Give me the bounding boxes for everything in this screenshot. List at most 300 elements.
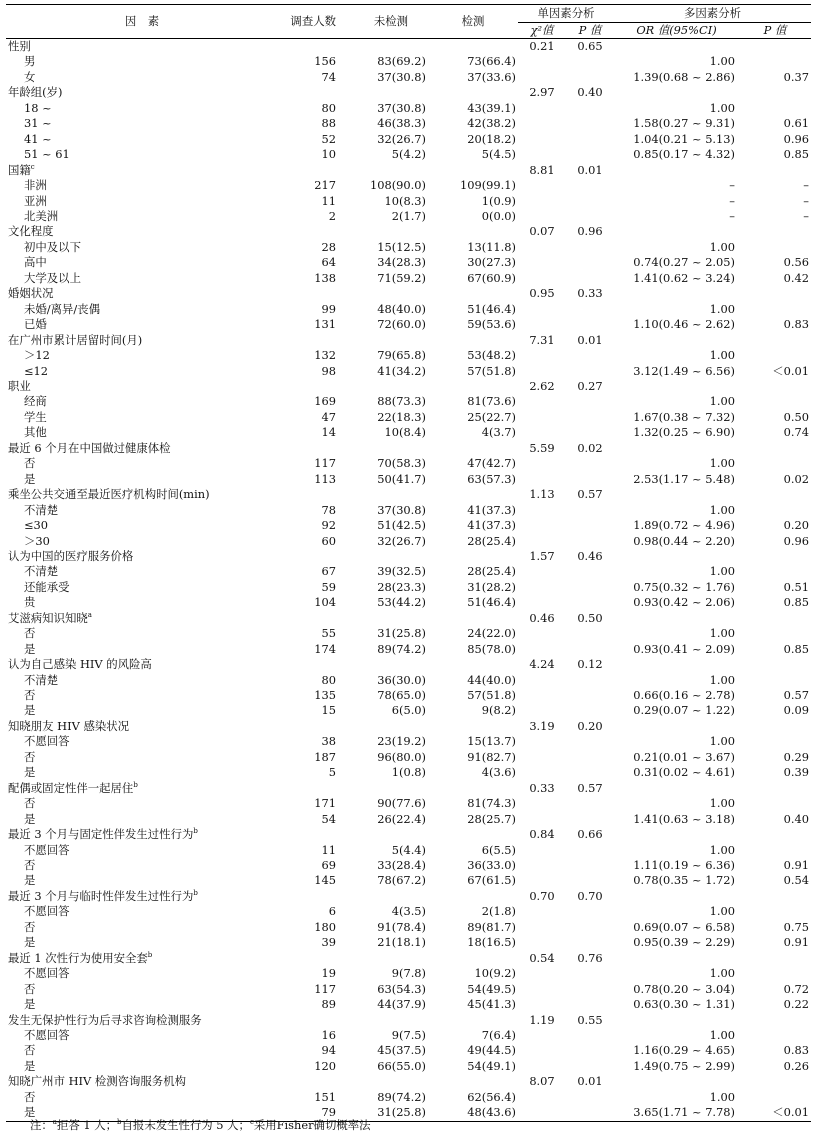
cell-or-ci (614, 1074, 739, 1089)
cell-tested: 44(40.0) (467, 672, 516, 687)
cell-not-tested (338, 379, 428, 394)
cell-surveyed: 171 (314, 796, 336, 811)
level-label: 是 (24, 703, 36, 718)
cell-not-tested: 66(55.0) (377, 1058, 426, 1073)
cell-tested: 43(39.1) (467, 100, 516, 115)
level-label: 是 (24, 811, 36, 826)
cell-p-value (566, 858, 614, 873)
cell-p-value: 0.20 (577, 718, 603, 733)
cell-chi-square (518, 796, 566, 811)
cell-p-value-multi (739, 611, 811, 626)
cell-chi-square: 1.57 (529, 548, 555, 563)
cell-or-ci: 1.00 (709, 1028, 735, 1042)
factor-level-row (6, 734, 811, 749)
factor-group-row (6, 333, 811, 348)
cell-p-value-multi (739, 796, 811, 811)
factor-group-row (6, 657, 811, 672)
level-label: 贵 (24, 595, 36, 610)
cell-not-tested: 21(18.1) (377, 935, 426, 950)
footnote-sup-b: b (117, 1118, 122, 1127)
cell-or-ci: 1.41(0.62 ~ 3.24) (633, 270, 735, 285)
cell-p-value-multi: ＜0.01 (772, 363, 809, 378)
factor-level-row (6, 271, 811, 286)
cell-chi-square (518, 456, 566, 471)
cell-p-value: 0.66 (577, 827, 603, 842)
cell-chi-square (518, 997, 566, 1012)
cell-chi-square: 0.33 (529, 780, 555, 795)
cell-tested: 2(1.8) (481, 904, 516, 919)
cell-surveyed: 180 (314, 919, 336, 934)
level-label: 未婚/离异/丧偶 (24, 301, 101, 316)
cell-not-tested (338, 286, 428, 301)
cell-not-tested: 5(4.2) (391, 147, 426, 162)
cell-p-value-multi: ＜0.01 (739, 1105, 811, 1121)
cell-chi-square (518, 534, 566, 549)
cell-p-value (566, 54, 614, 69)
cell-chi-square: 0.54 (529, 950, 555, 965)
factor-level-row (6, 796, 811, 811)
cell-p-value (566, 132, 614, 147)
level-label: 不愿回答 (24, 734, 70, 749)
cell-surveyed: 5 (328, 765, 336, 780)
cell-tested (428, 889, 518, 904)
cell-p-value-multi (739, 564, 811, 579)
cell-p-value (566, 534, 614, 549)
cell-p-value-multi: 0.83 (783, 317, 809, 332)
factor-label-text: 文化程度 (8, 224, 54, 239)
cell-tested (428, 1013, 518, 1028)
cell-or-ci: 0.21(0.01 ~ 3.67) (633, 749, 735, 764)
cell-p-value (566, 796, 614, 811)
cell-p-value-multi: 0.39 (783, 765, 809, 780)
cell-surveyed: 131 (314, 317, 336, 332)
factor-level-row (6, 472, 811, 487)
cell-tested: 36(33.0) (467, 858, 516, 873)
factor-label-text: 知晓广州市 HIV 检测咨询服务机构 (8, 1074, 186, 1089)
factor-group-row (6, 611, 811, 626)
cell-tested: 0(0.0) (481, 208, 516, 223)
cell-p-value (566, 812, 614, 827)
cell-surveyed: 10 (321, 147, 336, 162)
cell-or-ci: 0.98(0.44 ~ 2.20) (633, 533, 735, 548)
cell-tested (428, 163, 518, 178)
level-label: 初中及以下 (24, 239, 81, 254)
factor-level-row (6, 147, 811, 162)
cell-not-tested: 39(32.5) (377, 564, 426, 579)
cell-or-ci (614, 549, 739, 564)
cell-chi-square (518, 703, 566, 718)
cell-p-value-multi (739, 719, 811, 734)
cell-p-value (566, 194, 614, 209)
factor-label-text: 知晓朋友 HIV 感染状况 (8, 718, 130, 733)
factor-label-text: 年龄组(岁) (8, 85, 63, 100)
cell-or-ci: 0.74(0.27 ~ 2.05) (633, 255, 735, 270)
cell-chi-square (518, 580, 566, 595)
cell-p-value (566, 673, 614, 688)
cell-chi-square (518, 348, 566, 363)
cell-surveyed: 19 (321, 966, 336, 981)
level-label: 不愿回答 (24, 842, 70, 857)
factor-level-row (6, 966, 811, 981)
cell-not-tested: 37(30.8) (377, 100, 426, 115)
header-multivariate: 多因素分析 (614, 5, 811, 23)
cell-p-value (566, 240, 614, 255)
cell-tested: 28(25.4) (467, 564, 516, 579)
cell-or-ci (614, 85, 739, 100)
level-label: 非洲 (24, 178, 47, 193)
cell-chi-square (518, 1059, 566, 1074)
factor-label-text: 发生无保护性行为后寻求咨询检测服务 (8, 1012, 202, 1027)
level-label: 北美洲 (24, 208, 59, 223)
cell-surveyed: 104 (314, 595, 336, 610)
level-label: 是 (24, 873, 36, 888)
cell-or-ci: 3.12(1.49 ~ 6.56) (633, 363, 735, 378)
cell-or-ci (614, 224, 739, 239)
cell-chi-square (518, 147, 566, 162)
cell-chi-square (518, 688, 566, 703)
cell-p-value-multi: 0.83 (783, 1043, 809, 1058)
factor-label-text: 最近 6 个月在中国做过健康体检 (8, 440, 171, 455)
factor-group-row (6, 224, 811, 239)
factor-label-text: 性别 (8, 39, 31, 53)
header-tested: 检测 (428, 5, 518, 39)
factor-level-row (6, 997, 811, 1012)
cell-p-value-multi (739, 626, 811, 641)
cell-tested (428, 224, 518, 239)
factor-group-row (6, 719, 811, 734)
factor-label (6, 379, 278, 394)
cell-chi-square: 0.95 (529, 286, 555, 301)
factor-level-row (6, 178, 811, 193)
factor-label (6, 827, 278, 842)
cell-p-value-multi: 0.42 (783, 270, 809, 285)
cell-or-ci: 1.16(0.29 ~ 4.65) (633, 1043, 735, 1058)
cell-not-tested (338, 39, 428, 55)
factor-label (6, 1074, 278, 1089)
cell-not-tested: 89(74.2) (377, 641, 426, 656)
footnote-marker: a (87, 610, 92, 619)
cell-tested (428, 719, 518, 734)
cell-surveyed: 80 (321, 100, 336, 115)
cell-p-value-multi: 0.37 (783, 69, 809, 84)
cell-not-tested: 37(30.8) (377, 502, 426, 517)
cell-or-ci: 1.00 (709, 502, 735, 517)
cell-p-value: 0.76 (577, 950, 603, 965)
factor-label-text: 乘坐公共交通至最近医疗机构时间(min) (8, 487, 210, 502)
cell-chi-square (518, 209, 566, 224)
factor-label-text: 职业 (8, 378, 31, 393)
footnote-c: 采用Fisher确切概率法 (253, 1118, 371, 1132)
cell-tested: 49(44.5) (467, 1043, 516, 1058)
cell-surveyed: 55 (321, 626, 336, 641)
cell-tested: 1(0.9) (481, 193, 516, 208)
cell-not-tested: 6(5.0) (391, 703, 426, 718)
cell-tested: 54(49.5) (467, 981, 516, 996)
cell-p-value-multi (739, 379, 811, 394)
cell-p-value: 0.96 (577, 224, 603, 239)
cell-tested (428, 827, 518, 842)
cell-p-value (566, 317, 614, 332)
cell-p-value-multi: 0.50 (783, 409, 809, 424)
cell-chi-square (518, 564, 566, 579)
level-label: 是 (24, 641, 36, 656)
cell-chi-square (518, 116, 566, 131)
cell-not-tested: 83(69.2) (377, 54, 426, 69)
cell-tested: 28(25.4) (467, 533, 516, 548)
cell-surveyed (278, 951, 338, 966)
cell-chi-square: 8.07 (529, 1074, 555, 1089)
cell-chi-square (518, 194, 566, 209)
factor-group-row (6, 85, 811, 100)
cell-p-value (566, 394, 614, 409)
cell-p-value (566, 982, 614, 997)
cell-tested: 81(74.3) (467, 796, 516, 811)
cell-surveyed (278, 163, 338, 178)
factor-group-row (6, 1013, 811, 1028)
cell-p-value-multi: 0.20 (783, 518, 809, 533)
cell-p-value: 0.40 (577, 85, 603, 100)
cell-surveyed: 54 (321, 811, 336, 826)
cell-surveyed: 92 (321, 518, 336, 533)
cell-not-tested: 5(4.4) (391, 842, 426, 857)
factor-label (6, 39, 278, 55)
cell-surveyed: 38 (321, 734, 336, 749)
cell-p-value-multi: 0.56 (783, 255, 809, 270)
cell-p-value: 0.27 (577, 378, 603, 393)
cell-not-tested: 4(3.5) (391, 904, 426, 919)
cell-p-value (566, 734, 614, 749)
cell-p-value (566, 642, 614, 657)
cell-p-value (566, 688, 614, 703)
cell-p-value (566, 456, 614, 471)
factor-group-row (6, 39, 811, 55)
cell-surveyed: 11 (321, 842, 336, 857)
cell-p-value-multi: – (803, 193, 809, 208)
cell-or-ci (614, 379, 739, 394)
cell-p-value (566, 116, 614, 131)
cell-or-ci (614, 286, 739, 301)
cell-surveyed: 79 (278, 1105, 338, 1121)
cell-p-value-multi: 0.61 (783, 116, 809, 131)
cell-chi-square (518, 1043, 566, 1058)
level-label: 学生 (24, 409, 47, 424)
cell-tested: 57(51.8) (467, 688, 516, 703)
factor-level-row (6, 626, 811, 641)
cell-not-tested: 50(41.7) (377, 471, 426, 486)
cell-p-value-multi: 0.72 (783, 981, 809, 996)
cell-chi-square (518, 982, 566, 997)
cell-not-tested: 23(19.2) (377, 734, 426, 749)
cell-chi-square (518, 240, 566, 255)
cell-p-value-multi (739, 1028, 811, 1043)
factor-level-row (6, 209, 811, 224)
cell-p-value (566, 1028, 614, 1043)
factor-level-row (6, 425, 811, 440)
cell-p-value-multi: – (803, 208, 809, 223)
level-label: 否 (24, 858, 36, 873)
cell-not-tested: 36(30.0) (377, 672, 426, 687)
cell-p-value (566, 873, 614, 888)
factor-level-row (6, 456, 811, 471)
cell-or-ci: 1.00 (709, 796, 735, 811)
cell-not-tested: 72(60.0) (377, 317, 426, 332)
cell-not-tested: 41(34.2) (377, 363, 426, 378)
cell-p-value: 0.01 (577, 162, 603, 177)
factor-level-row (6, 132, 811, 147)
factor-level-row (6, 595, 811, 610)
factor-label-text: 最近 3 个月与固定性伴发生过性行为 (8, 827, 194, 842)
cell-p-value-multi (739, 673, 811, 688)
cell-surveyed: 174 (314, 641, 336, 656)
cell-or-ci: 0.93(0.42 ~ 2.06) (633, 595, 735, 610)
factor-level-row (6, 317, 811, 332)
factor-level-row (6, 858, 811, 873)
cell-p-value (566, 410, 614, 425)
cell-chi-square (518, 271, 566, 286)
cell-tested: 73(66.4) (467, 54, 516, 69)
level-label: 否 (24, 1089, 36, 1104)
cell-surveyed: 113 (314, 471, 336, 486)
cell-chi-square (518, 54, 566, 69)
footnote-marker: b (133, 780, 138, 789)
cell-p-value: 0.33 (577, 286, 603, 301)
cell-tested: 81(73.6) (467, 394, 516, 409)
cell-p-value (566, 966, 614, 981)
cell-p-value-multi (739, 781, 811, 796)
level-label: 不清楚 (24, 502, 59, 517)
cell-chi-square (518, 935, 566, 950)
level-label: 大学及以上 (24, 270, 81, 285)
factor-level-row (6, 904, 811, 919)
cell-or-ci: 0.69(0.07 ~ 6.58) (633, 919, 735, 934)
factor-label (6, 657, 278, 672)
cell-chi-square (518, 673, 566, 688)
cell-tested: 53(48.2) (467, 348, 516, 363)
cell-surveyed: 135 (314, 688, 336, 703)
cell-p-value (566, 703, 614, 718)
cell-tested: 31(28.2) (467, 579, 516, 594)
factor-level-row (6, 518, 811, 533)
cell-p-value: 0.55 (577, 1012, 603, 1027)
cell-not-tested: 28(23.3) (377, 579, 426, 594)
footnote-sup-c: c (249, 1118, 254, 1127)
cell-tested: 9(8.2) (481, 703, 516, 718)
factor-level-row (6, 873, 811, 888)
cell-p-value (566, 178, 614, 193)
cell-or-ci: 1.00 (709, 564, 735, 579)
cell-surveyed: 132 (314, 348, 336, 363)
factor-label (6, 333, 278, 348)
cell-p-value: 0.46 (577, 548, 603, 563)
level-label: 高中 (24, 255, 47, 270)
cell-not-tested: 26(22.4) (377, 811, 426, 826)
factor-level-row (6, 703, 811, 718)
cell-tested: 10(9.2) (474, 966, 516, 981)
footnote-a: 拒答 1 人； (56, 1118, 118, 1132)
cell-p-value-multi (739, 394, 811, 409)
factor-level-row (6, 240, 811, 255)
cell-chi-square (518, 1105, 566, 1121)
cell-or-ci: 1.11(0.19 ~ 6.36) (633, 858, 735, 873)
cell-or-ci: 1.49(0.75 ~ 2.99) (633, 1058, 735, 1073)
cell-chi-square (518, 503, 566, 518)
cell-surveyed: 98 (321, 363, 336, 378)
cell-or-ci: 0.93(0.41 ~ 2.09) (633, 641, 735, 656)
cell-p-value-multi (739, 302, 811, 317)
cell-p-value: 0.02 (577, 440, 603, 455)
cell-not-tested: 44(37.9) (377, 997, 426, 1012)
cell-surveyed: 120 (314, 1058, 336, 1073)
factor-level-row (6, 194, 811, 209)
cell-p-value-multi: 0.85 (783, 595, 809, 610)
cell-tested (428, 85, 518, 100)
cell-p-value: 0.57 (577, 780, 603, 795)
cell-or-ci: 0.95(0.39 ~ 2.29) (633, 935, 735, 950)
cell-chi-square (518, 364, 566, 379)
level-label: 是 (24, 471, 36, 486)
cell-not-tested: 89(74.2) (377, 1089, 426, 1104)
cell-p-value (566, 904, 614, 919)
factor-group-row (6, 549, 811, 564)
cell-chi-square (518, 765, 566, 780)
cell-p-value-multi (739, 286, 811, 301)
cell-or-ci (614, 39, 739, 55)
cell-chi-square: 1.19 (529, 1012, 555, 1027)
cell-chi-square (518, 904, 566, 919)
cell-surveyed (278, 379, 338, 394)
cell-tested (428, 487, 518, 502)
footnote-b: 自报未发生性行为 5 人； (121, 1118, 250, 1132)
cell-p-value-multi (739, 549, 811, 564)
cell-tested (428, 286, 518, 301)
cell-not-tested (338, 1074, 428, 1089)
footnote-sup-a: a (52, 1118, 57, 1127)
cell-surveyed (278, 224, 338, 239)
cell-chi-square (518, 255, 566, 270)
level-label: 否 (24, 1043, 36, 1058)
cell-or-ci: – (729, 208, 735, 223)
cell-p-value-multi (739, 456, 811, 471)
cell-surveyed (278, 781, 338, 796)
cell-not-tested: 53(44.2) (377, 595, 426, 610)
cell-chi-square (518, 317, 566, 332)
cell-not-tested (338, 719, 428, 734)
factor-group-row (6, 441, 811, 456)
cell-not-tested: 10(8.3) (384, 193, 426, 208)
cell-tested: 57(51.8) (467, 363, 516, 378)
cell-p-value-multi: 0.74 (783, 425, 809, 440)
cell-p-value (566, 209, 614, 224)
cell-or-ci: 1.39(0.68 ~ 2.86) (633, 69, 735, 84)
footnote-marker: b (147, 950, 153, 959)
factor-level-row (6, 1028, 811, 1043)
cell-p-value (566, 70, 614, 85)
cell-p-value (566, 364, 614, 379)
cell-or-ci: 1.00 (709, 54, 735, 69)
cell-chi-square (518, 472, 566, 487)
cell-not-tested (338, 1013, 428, 1028)
cell-chi-square (518, 626, 566, 641)
header-univariate: 单因素分析 (518, 5, 614, 23)
cell-chi-square: 1.13 (529, 487, 555, 502)
factor-label (6, 1013, 278, 1028)
cell-tested: 13(11.8) (467, 239, 516, 254)
cell-p-value-multi (739, 951, 811, 966)
cell-tested: 51(46.4) (467, 595, 516, 610)
cell-tested: 15(13.7) (467, 734, 516, 749)
cell-not-tested (338, 333, 428, 348)
cell-p-value (566, 503, 614, 518)
